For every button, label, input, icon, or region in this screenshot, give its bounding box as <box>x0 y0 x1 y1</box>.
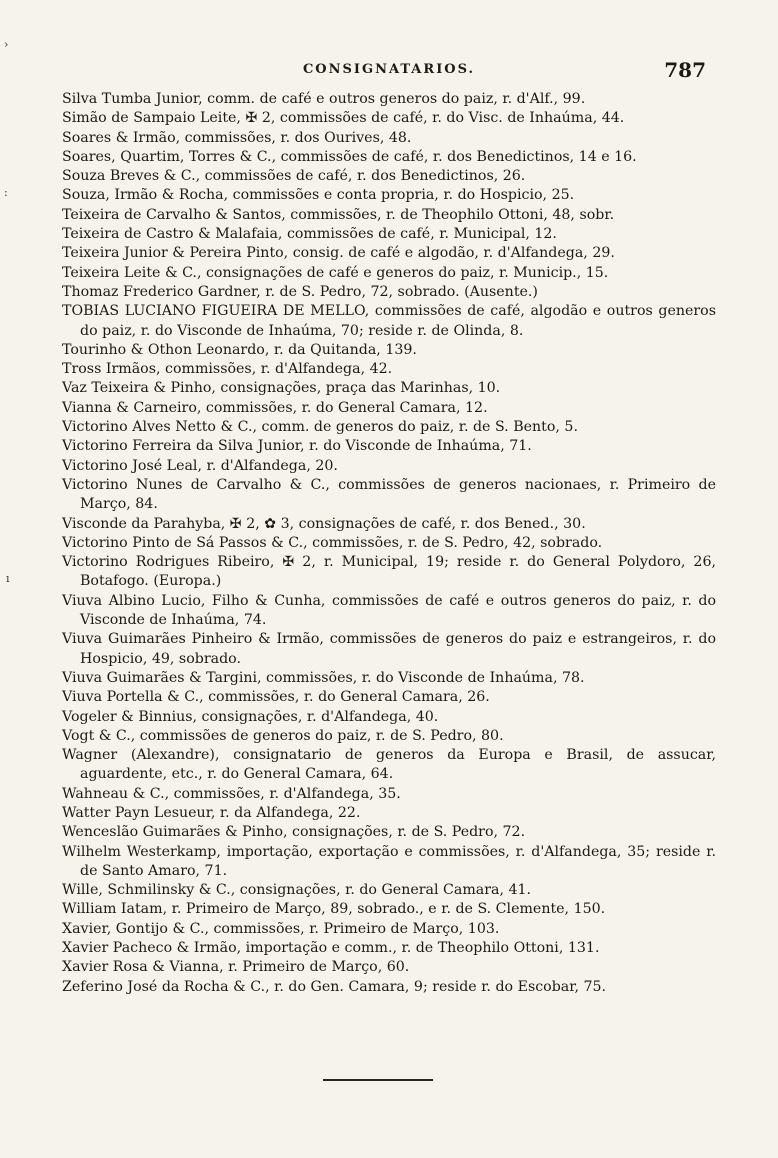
directory-entry: Wenceslão Guimarães & Pinho, consignações, r. de S. Pedro, 72. <box>62 824 526 841</box>
directory-entry: Wilhelm Westerkamp, importação, exportação e commissões, r. d'Alfandega, 35; reside r. de Santo Amaro, 71. <box>62 843 716 879</box>
directory-entry: Watter Payn Lesueur, r. da Alfandega, 22. <box>62 804 361 821</box>
directory-entry: Vogt & C., commissões de generos do paiz, r. de S. Pedro, 80. <box>62 727 504 744</box>
directory-entry: Zeferino José da Rocha & C., r. do Gen. Camara, 9; reside r. do Escobar, 75. <box>62 978 607 995</box>
directory-entry: Viuva Albino Lucio, Filho & Cunha, commissões de café e outros generos do paiz, r. do Visconde de Inhaúma, 74. <box>62 592 716 629</box>
directory-entry: Wille, Schmilinsky & C., consignações, r. do General Camara, 41. <box>62 882 532 899</box>
directory-entry: Teixeira Leite & C., consignações de café e generos do paiz, r. Municip., 15. <box>62 264 609 281</box>
directory-entry: Wahneau & C., commissões, r. d'Alfandega, 35. <box>62 785 401 802</box>
margin-mark: ı <box>6 572 10 585</box>
directory-entry: Tourinho & Othon Leonardo, r. da Quitanda, 139. <box>62 341 417 358</box>
directory-entry: Xavier Rosa & Vianna, r. Primeiro de Março, 60. <box>62 959 410 976</box>
directory-entry: Victorino Pinto de Sá Passos & C., commissões, r. de S. Pedro, 42, sobrado. <box>62 534 603 551</box>
directory-entry: Victorino Nunes de Carvalho & C., commissões de generos nacionaes, r. Primeiro de Março, 84. <box>62 476 716 513</box>
directory-entry-highlight: TOBIAS LUCIANO FIGUEIRA DE MELLO, commissões de café, algodão e outros generos do paiz, r. do Visconde de Inhaúma, 70; reside r. de Olinda, 8. <box>62 303 716 339</box>
directory-entry: Viuva Guimarães Pinheiro & Irmão, commissões de generos do paiz e estrangeiros, r. do Hospicio, 49, sobrado. <box>62 631 716 667</box>
directory-entry: Silva Tumba Junior, comm. de café e outros generos do paiz, r. d'Alf., 99. <box>62 91 586 107</box>
directory-entry: Vogeler & Binnius, consignações, r. d'Alfandega, 40. <box>62 708 439 725</box>
margin-mark: : <box>4 186 8 199</box>
directory-entry: Teixeira Junior & Pereira Pinto, consig. de café e algodão, r. d'Alfandega, 29. <box>62 245 615 262</box>
directory-entry: Viuva Guimarães & Targini, commissões, r. do Visconde de Inhaúma, 78. <box>62 669 585 686</box>
directory-entry: Souza Breves & C., commissões de café, r. dos Benedictinos, 26. <box>62 168 526 185</box>
page-number: 787 <box>664 58 706 82</box>
directory-entry: Vianna & Carneiro, commissões, r. do General Camara, 12. <box>62 399 488 416</box>
directory-entry: Xavier Pacheco & Irmão, importação e comm., r. de Theophilo Ottoni, 131. <box>62 940 600 957</box>
directory-entry: William Iatam, r. Primeiro de Março, 89, sobrado., e r. de S. Clemente, 150. <box>62 901 606 918</box>
directory-entry: Victorino Rodrigues Ribeiro, ✠ 2, r. Municipal, 19; reside r. do General Polydoro, 26, Botafogo. (Europa.) <box>62 554 716 590</box>
directory-entry: Victorino Alves Netto & C., comm. de generos do paiz, r. de S. Bento, 5. <box>62 419 578 436</box>
directory-entry: Thomaz Frederico Gardner, r. de S. Pedro, 72, sobrado. (Ausente.) <box>62 283 538 300</box>
directory-entry: Tross Irmãos, commissões, r. d'Alfandega, 42. <box>62 361 393 378</box>
directory-entry: Xavier, Gontijo & C., commissões, r. Primeiro de Março, 103. <box>62 920 500 937</box>
margin-mark: › <box>4 38 9 51</box>
directory-entry: Teixeira de Carvalho & Santos, commissões, r. de Theophilo Ottoni, 48, sobr. <box>62 206 615 223</box>
directory-entry: Victorino José Leal, r. d'Alfandega, 20. <box>62 457 338 474</box>
directory-entry: Vaz Teixeira & Pinho, consignações, praça das Marinhas, 10. <box>62 380 501 397</box>
directory-entry: Soares & Irmão, commissões, r. dos Ourives, 48. <box>62 129 412 146</box>
directory-entry: Visconde da Parahyba, ✠ 2, ✿ 3, consignações de café, r. dos Bened., 30. <box>62 515 586 532</box>
end-rule-divider <box>323 1079 433 1081</box>
directory-entry: Souza, Irmão & Rocha, commissões e conta propria, r. do Hospicio, 25. <box>62 187 575 204</box>
directory-entry: Wagner (Alexandre), consignatario de generos da Europa e Brasil, de assucar, aguardente, etc., r. do General Camara, 64. <box>62 747 716 783</box>
page-title: CONSIGNATARIOS. <box>302 62 476 77</box>
directory-entry: Simão de Sampaio Leite, ✠ 2, commissões de café, r. do Visc. de Inhaúma, 44. <box>62 110 625 127</box>
directory-entry: Viuva Portella & C., commissões, r. do General Camara, 26. <box>62 689 490 706</box>
directory-entry: Victorino Ferreira da Silva Junior, r. do Visconde de Inhaúma, 71. <box>62 438 532 455</box>
directory-entry: Teixeira de Castro & Malafaia, commissões de café, r. Municipal, 12. <box>62 226 557 243</box>
directory-entry: Soares, Quartim, Torres & C., commissões de café, r. dos Benedictinos, 14 e 16. <box>62 148 637 165</box>
entry-list <box>62 90 716 997</box>
